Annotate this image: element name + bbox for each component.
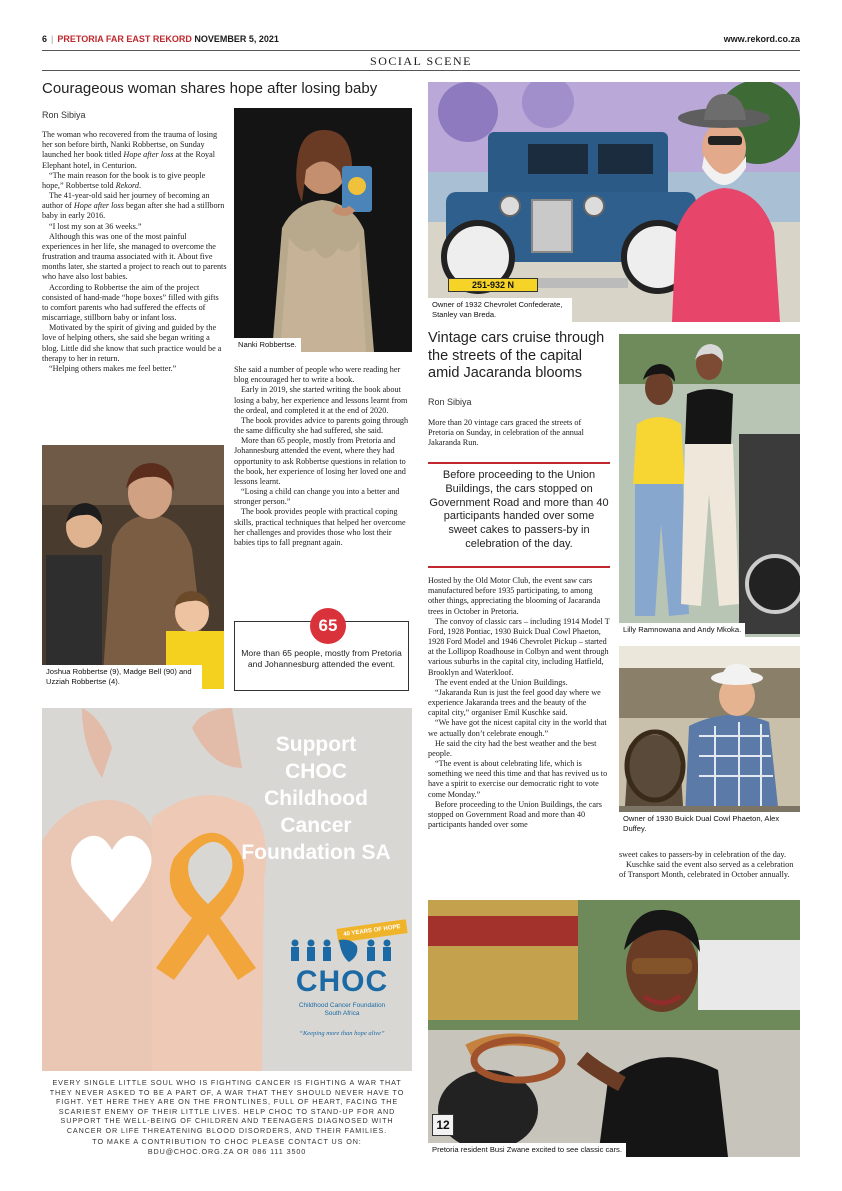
photo-alex-duffey xyxy=(619,646,800,836)
photo-nanki-robbertse xyxy=(234,108,412,352)
choc-logo xyxy=(287,920,407,1045)
advert-copy: EVERY SINGLE LITTLE SOUL WHO IS FIGHTING CANCER IS FIGHTING A WAR THAT THEY NEVER ASKED TO BE A PART OF, A WAR THAT THEY SHOULD NEVER HAVE TO FIGHT. YET HERE THEY ARE ON THE FRONTLINES, FULL OF HEART, FACING THE SCARIEST ENEMY OF THEIR LITTLE LIVES. HELP CHOC TO STAND-UP FOR AND SUPPORT THE WELL-BEING OF CHILDREN AND TEENAGERS DIAGNOSED WITH CANCER OR LIFE THREATENING BLOOD DISORDERS, AND THEIR FAMILIES. xyxy=(49,1078,405,1135)
people-chain-icon xyxy=(287,938,397,964)
story2-byline: Ron Sibiya xyxy=(428,397,472,407)
paper-mention: Rekord xyxy=(115,180,140,190)
header-rule xyxy=(42,50,800,51)
paragraph: sweet cakes to passers-by in celebration of the day. xyxy=(619,850,787,859)
choc-subtitle: Childhood Cancer Foundation South Africa xyxy=(298,1002,386,1018)
paragraph: The 41-year-old said her journey of becoming an author of Hope after loss began after she had a stillborn baby in early 2016. xyxy=(42,191,225,221)
paragraph: “Losing a child can change you into a better and stronger person.” xyxy=(234,487,400,507)
family-illustration xyxy=(42,445,224,689)
paragraph: The book provides people with practical coping skills, practical techniques that helped her overcome her challenges and provides those who lost their babies tips to fall pregnant again. xyxy=(234,507,406,547)
paragraph: Although this was one of the most painful experiences in her life, she managed to overcome the frustration and trauma associated with it. About five months later, she started a project to reach out to parents who have also lost babies. xyxy=(42,231,227,282)
section-rule xyxy=(42,70,800,71)
alex-illustration xyxy=(619,646,800,836)
story1-column-2 xyxy=(234,365,409,548)
story1-column-1 xyxy=(42,130,227,374)
photo-caption: Nanki Robbertse. xyxy=(234,338,301,352)
paragraph: Before proceeding to the Union Buildings, the cars stopped on Government Road and more than 40 participants handed over some xyxy=(428,799,602,830)
story2-headline: Vintage cars cruise through the streets of the capital amid Jacaranda blooms xyxy=(428,330,605,382)
contact-line: TO MAKE A CONTRIBUTION TO CHOC PLEASE CONTACT US ON: xyxy=(92,1137,362,1146)
book-title: Hope after loss xyxy=(73,201,124,211)
choc-advert[interactable] xyxy=(42,708,412,1071)
advert-title: Support CHOC Childhood Cancer Foundation SA xyxy=(241,733,391,864)
stat-text: More than 65 people, mostly from Pretoria and Johannesburg attended the event. xyxy=(241,648,402,670)
paragraph: “Jakaranda Run is just the feel good day where we experience Jakaranda trees and the beauty of the capital city,” organiser Emil Kuschke said. xyxy=(428,687,601,718)
story1-headline: Courageous woman shares hope after losing baby xyxy=(42,80,378,97)
paragraph: More than 20 vintage cars graced the streets of Pretoria on Sunday, in celebration of the annual Jakaranda Run. xyxy=(428,418,584,448)
photo-busi-zwane xyxy=(428,900,800,1157)
paragraph: The woman who recovered from the trauma of losing her son before birth, Nanki Robbertse, on Sunday launched her book titled Hope after loss at the Royal Elephant hotel, in Centurion. xyxy=(42,130,218,170)
paragraph: The book provides advice to parents going through the same difficulty she had suffered, she said. xyxy=(234,415,409,436)
header-left xyxy=(42,34,279,44)
paragraph: The event ended at the Union Buildings. xyxy=(435,677,568,687)
section-title: SOCIAL SCENE xyxy=(370,54,472,68)
photo-lilly-and-andy xyxy=(619,334,800,637)
paragraph: “The main reason for the book is to give people hope,” Robbertse told Rekord. xyxy=(42,170,206,190)
story2-column-end xyxy=(619,850,799,881)
lilly-andy-illustration xyxy=(619,334,800,637)
site-url[interactable]: www.rekord.co.za xyxy=(723,34,800,44)
story2-intro xyxy=(428,418,608,449)
paragraph: He said the city had the best weather and the best people. xyxy=(428,738,597,758)
paragraph: Motivated by the spirit of giving and guided by the love of helping others, she said she began writing a blog. Little did she know that such practice would be a therapy to her in return. xyxy=(42,323,222,363)
photo-chevrolet-confederate xyxy=(428,82,800,322)
contact-details[interactable]: BDU@CHOC.ORG.ZA OR 086 111 3500 xyxy=(147,1146,307,1156)
paragraph: “Helping others makes me feel better.” xyxy=(49,363,177,373)
pullquote-rule-top xyxy=(428,462,610,464)
paragraph: “I lost my son at 36 weeks.” xyxy=(49,221,142,231)
choc-tagline: “Keeping more than hope alive” xyxy=(299,1030,385,1037)
anniversary-banner: 40 YEARS OF HOPE xyxy=(336,919,407,943)
paragraph: Kuschke said the event also served as a celebration of Transport Month, celebrated in October annually. xyxy=(619,860,794,880)
paper-name: PRETORIA FAR EAST REKORD xyxy=(57,34,192,44)
photo-robbertse-family xyxy=(42,445,224,689)
story2-column-main xyxy=(428,576,610,830)
photo-caption: Lilly Ramnowana and Andy Mkoka. xyxy=(619,623,745,637)
choc-wordmark: CHOC xyxy=(295,965,389,998)
header-separator: | xyxy=(51,34,54,44)
car-number-plaque: 12 xyxy=(432,1114,454,1136)
paragraph: She said a number of people who were reading her blog encouraged her to write a book. xyxy=(234,365,401,385)
photo-caption: Joshua Robbertse (9), Madge Bell (90) and Uzziah Robbertse (4). xyxy=(42,665,202,690)
nanki-illustration xyxy=(234,108,412,352)
paragraph: The convoy of classic cars – including 1914 Model T Ford, 1928 Pontiac, 1930 Buick Dual Cowl Phaeton, 1928 Ford Model and 1946 Chevrolet Pickup – started at the Lollipop Roadhouse in Colbyn and went through various suburbs in the capital city, including Hatfield, Brooklyn and Waterkloof. xyxy=(428,616,610,677)
paragraph: Early in 2019, she started writing the book about losing a baby, her experience and lessons learnt from the ordeal, and completed it at the end of 2020. xyxy=(234,385,408,415)
paragraph: “We have got the nicest capital city in the world that we actually don’t celebrate enough.” xyxy=(428,718,607,738)
busi-illustration xyxy=(428,900,800,1157)
paragraph: According to Robbertse the aim of the project consisted of hand-made “hope boxes” filled with gifts to comfort parents who had suffered the effects of miscarriage, stillborn baby or infant loss. xyxy=(42,282,219,323)
paragraph: More than 65 people, mostly from Pretoria and Johannesburg attended the event, where they had opportunity to ask Robbertse questions in relation to the book, her experience of losing her loved one and lessons learnt. xyxy=(234,436,406,486)
license-plate: 251-932 N xyxy=(448,278,538,292)
pullquote: Before proceeding to the Union Buildings, the cars stopped on Government Road and more than 40 participants handed over some sweet cakes to passers-by in celebration of the day. xyxy=(429,469,609,550)
book-title: Hope after loss xyxy=(123,150,174,160)
photo-caption: Pretoria resident Busi Zwane excited to see classic cars. xyxy=(428,1143,626,1157)
pullquote-rule-bottom xyxy=(428,566,610,568)
paragraph: Hosted by the Old Motor Club, the event saw cars manufactured before 1935 participating, to among other things, appreciating the blooming of Jacaranda trees in October in Pretoria. xyxy=(428,576,601,616)
stat-value-circle: 65 xyxy=(310,608,346,644)
photo-caption: Owner of 1932 Chevrolet Confederate, Stanley van Breda. xyxy=(428,298,572,323)
paragraph: “The event is about celebrating life, which is something we need this time and that has revived us to have a spirit to exercise our democratic right to vote come Monday.” xyxy=(428,759,608,799)
story1-byline: Ron Sibiya xyxy=(42,110,86,120)
photo-caption: Owner of 1930 Buick Dual Cowl Phaeton, Alex Duffey. xyxy=(619,812,800,837)
advert-contact xyxy=(42,1137,412,1156)
page-number: 6 xyxy=(42,34,48,44)
issue-date: NOVEMBER 5, 2021 xyxy=(194,34,279,44)
